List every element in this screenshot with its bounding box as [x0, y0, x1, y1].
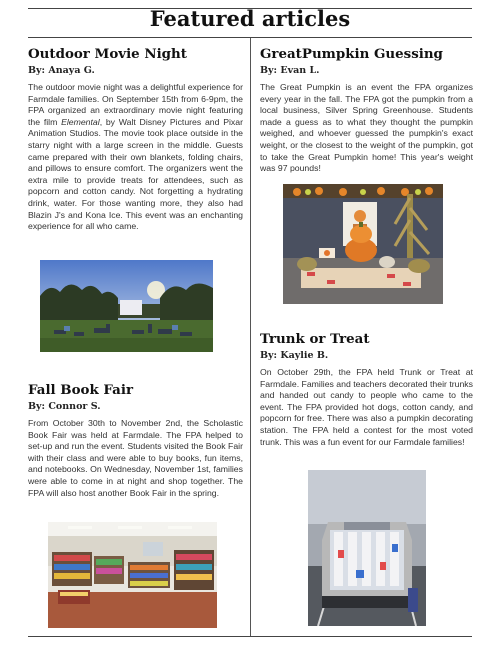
column-divider — [250, 38, 251, 636]
film-title: Elemental — [61, 116, 100, 127]
article-headline: Fall Book Fair — [28, 382, 133, 398]
trunk-or-treat-photo — [308, 470, 426, 626]
article-byline: By: Kaylie B. — [260, 350, 329, 361]
article-body-part: , by Walt Disney Pictures and Pixar Animation Studios. The movie took place outside in the starry night with a large screen in the middle. Guests came prepared with their own blankets, folding chairs, and pillows to ensure comfort. The organizers went the extra mile to provide treats for attendees, such as popcorn and cotton candy. Not forgetting a hydrating drink, water. For those wanting more, they also had Blazin J's and Kona Ice. This event was an enchanting experience for all who came. — [28, 116, 243, 232]
article-headline: GreatPumpkin Guessing — [260, 46, 443, 62]
article-trunk-or-treat — [260, 331, 473, 448]
article-headline: Trunk or Treat — [260, 331, 370, 347]
article-headline: Outdoor Movie Night — [28, 46, 187, 62]
article-byline: By: Anaya G. — [28, 65, 95, 76]
article-body: From October 30th to November 2nd, the Scholastic Book Fair was held at Farmdale. The FPA helped to set-up and run the event. Students visited the Book Fair with their class and were able to buy books, fun items, and notebooks. On Wednesday, November 1st, families were able to come in at night and shop together. The FPA will also host another Book Fair in the spring. — [28, 418, 243, 498]
page-title: Featured articles — [149, 6, 351, 31]
article-body — [28, 82, 243, 233]
great-pumpkin-photo — [283, 184, 443, 304]
article-body-part: The outdoor movie night was a delightful experience for Farmdale families. On September 15th from 6-9pm, the FPA organized an extraordinary movie night featuring the film — [28, 82, 243, 127]
book-fair-photo — [48, 522, 217, 628]
article-body: The Great Pumpkin is an event the FPA organizes every year in the fall. The FPA got the pumpkin from a local business, Silver Spring Greenhouse. Students made a guess as to what they thought the pumpkin weighed, and whoever guessed the pumpkin's exact weight, or the closest to the weight of the pumpkin, got to take the Great Pumpkin home! This year's weight was 97 pounds! — [260, 82, 473, 174]
article-outdoor-movie-night — [28, 46, 243, 233]
article-great-pumpkin-guessing — [260, 46, 473, 175]
article-byline: By: Connor S. — [28, 401, 101, 412]
movie-night-photo — [40, 260, 213, 352]
article-fall-book-fair — [28, 382, 243, 499]
bottom-rule — [28, 636, 472, 637]
article-body: On October 29th, the FPA held Trunk or Treat at Farmdale. Families and teachers decorated their trunks and handed out candy to people who came to the event. The FPA provided hot dogs, cotton candy, and popcorn for free. There was also a pumpkin decorating station. The FPA held a contest for the most voted trunk. This was a fun event for our Farmdale families! — [260, 367, 473, 447]
article-byline: By: Evan L. — [260, 65, 320, 76]
